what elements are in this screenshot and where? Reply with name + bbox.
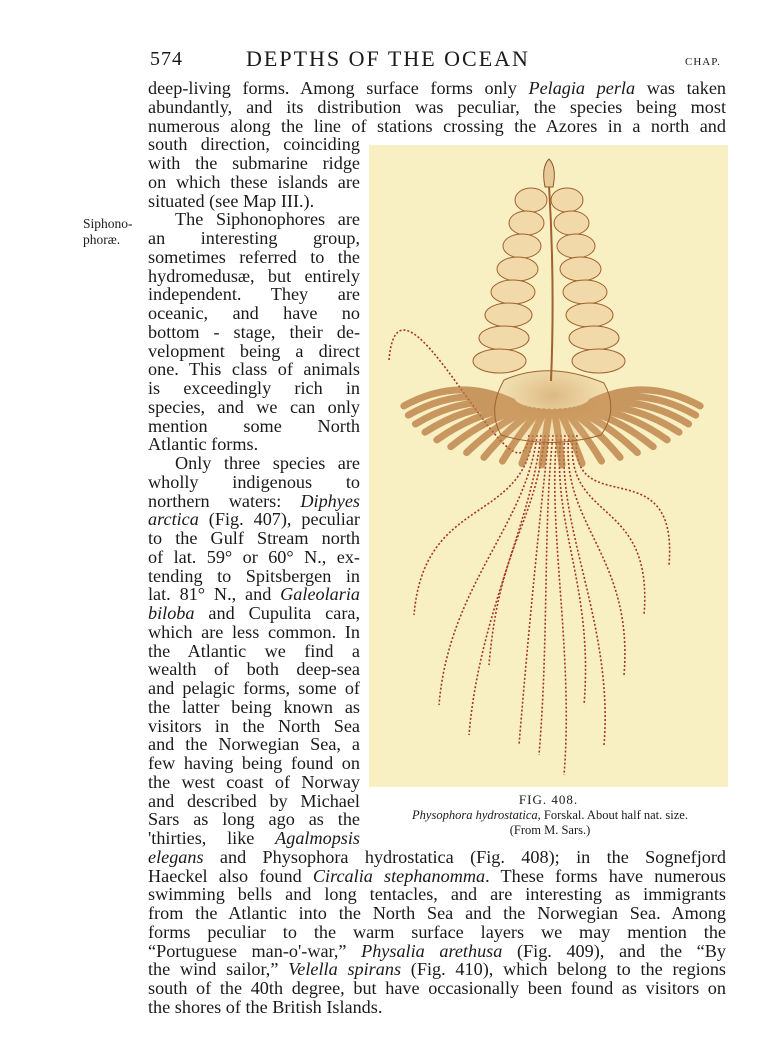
text-line <box>148 809 360 829</box>
figure-caption-species: Physophora hydrostatica <box>412 808 538 822</box>
text-span: and pelagic forms, some of <box>148 678 360 698</box>
text-line <box>148 997 726 1017</box>
swimming-bell <box>479 326 529 350</box>
text-line <box>148 641 360 661</box>
text-span: with the submarine ridge <box>148 153 360 173</box>
text-line <box>148 359 360 379</box>
text-line <box>148 416 360 436</box>
text-span: species, and we can only <box>148 396 360 417</box>
text-line <box>148 97 726 117</box>
text-span: south of the 40th degree, but have occasionally been found as visitors on <box>148 978 726 998</box>
text-span: wealth of both deep-sea <box>148 659 360 680</box>
figure-label: FIG. 408. <box>518 792 579 807</box>
margin-note-line: Siphono- <box>83 216 133 231</box>
text-span: to the Gulf Stream north <box>148 528 360 548</box>
page-number: 574 <box>150 48 183 70</box>
swimming-bell <box>569 326 619 350</box>
text-line <box>148 284 360 304</box>
swimming-bell <box>515 188 547 212</box>
swimming-bell <box>557 234 595 258</box>
text-span: and Physophora hydrostatica (Fig. 408); in the Sognefjord <box>203 846 726 867</box>
text-line <box>148 603 360 623</box>
figure-caption <box>375 808 725 838</box>
text-line <box>148 866 726 886</box>
text-line <box>148 303 360 323</box>
text-line <box>148 716 360 736</box>
swimming-bell <box>551 188 583 212</box>
text-line <box>148 772 360 792</box>
text-span: lat. 81° N., and <box>148 584 281 605</box>
text-line <box>148 322 360 342</box>
text-line <box>148 266 360 286</box>
italic-span: arctica <box>148 509 199 530</box>
text-line <box>148 434 360 454</box>
italic-span: elegans <box>148 846 204 867</box>
text-line <box>148 678 360 698</box>
text-line <box>148 903 726 923</box>
swimming-bell <box>473 349 526 373</box>
figure-caption-line <box>375 808 725 823</box>
text-line <box>148 247 360 267</box>
tentacle <box>568 435 625 675</box>
text-line <box>148 566 360 586</box>
text-line <box>148 134 360 154</box>
italic-span: Diphyes <box>300 490 360 511</box>
text-line <box>148 828 360 848</box>
italic-span: Velella spirans <box>288 959 402 980</box>
text-span: Atlantic forms. <box>148 434 259 455</box>
italic-span: Physalia arethusa <box>361 940 503 961</box>
text-span: the Atlantic we find a <box>148 640 360 661</box>
tentacle <box>555 435 567 775</box>
swimming-bell <box>554 211 589 235</box>
text-span: hydromedusæ, but entirely <box>148 265 360 286</box>
swimming-bell <box>560 257 601 281</box>
running-title: DEPTHS OF THE OCEAN <box>246 46 530 71</box>
text-line <box>148 547 360 567</box>
text-span: tending to Spitsbergen in <box>148 565 360 586</box>
text-span: (Fig. 407), peculiar <box>198 509 360 530</box>
text-span: visitors in the North Sea <box>148 715 360 736</box>
text-span: 'thirties, like <box>148 828 276 848</box>
text-span: wholly indigenous to <box>148 471 360 492</box>
text-span: one. This class of animals <box>148 359 360 380</box>
text-span: (Fig. 410), which belong to the regions <box>401 959 726 980</box>
swimming-bell <box>566 303 613 327</box>
text-span: sometimes referred to the <box>148 246 360 267</box>
text-line <box>148 453 360 473</box>
text-span: was taken <box>635 78 727 98</box>
text-line <box>148 941 726 961</box>
text-span: abundantly, and its distribution was peculiar, the species being most <box>148 96 726 117</box>
text-line <box>148 753 360 773</box>
margin-note-line: phoræ. <box>83 232 121 247</box>
italic-span: biloba <box>148 603 195 623</box>
text-span: and described by Michael <box>148 790 360 811</box>
text-span: and the Norwegian Sea, a <box>148 734 360 755</box>
swimming-bell <box>485 303 532 327</box>
text-line <box>148 509 360 529</box>
siphosome <box>495 371 611 443</box>
text-span: deep-living forms. Among surface forms only <box>148 78 529 98</box>
text-span: northern waters: <box>148 490 301 511</box>
text-span: “Portuguese man-o'-war,” <box>148 940 362 961</box>
text-line <box>148 528 360 548</box>
text-span: Only three species are <box>175 453 360 473</box>
italic-span: Pelagia perla <box>528 78 636 98</box>
pneumatophore <box>544 159 555 187</box>
swimming-bell <box>563 280 607 304</box>
figure-caption-text: , Forskal. About half nat. size. <box>537 808 688 822</box>
text-span: mention some North <box>148 415 360 436</box>
text-span: the latter being known as <box>148 696 360 717</box>
tentacle <box>414 435 533 615</box>
text-span: on which these islands are <box>148 171 360 192</box>
text-span: situated (see Map III.). <box>148 190 315 211</box>
swimming-bell <box>497 257 538 281</box>
text-span: of lat. 59° or 60° N., ex- <box>148 546 360 567</box>
text-line <box>148 697 360 717</box>
swimming-bell <box>572 349 625 373</box>
text-line <box>148 847 726 867</box>
swimming-bell <box>509 211 544 235</box>
text-line <box>148 622 360 642</box>
text-span: . These forms have numerous <box>485 865 726 886</box>
text-line <box>148 191 360 211</box>
text-span: south direction, coinciding <box>148 134 360 155</box>
text-span: is exceedingly rich in <box>148 378 360 398</box>
text-span: the shores of the British Islands. <box>148 996 383 1017</box>
text-line <box>148 341 360 361</box>
text-line <box>148 884 726 904</box>
text-span: Sars as long ago as the <box>148 809 360 830</box>
text-span: an interesting group, <box>148 228 360 248</box>
tentacle <box>519 435 549 745</box>
text-line <box>148 153 360 173</box>
text-line <box>148 472 360 492</box>
text-line <box>148 397 360 417</box>
text-span: the wind sailor,” <box>148 959 289 980</box>
text-span: swimming bells and long tentacles, and are interesting as immigrants <box>148 884 726 905</box>
text-line <box>148 659 360 679</box>
physophora-illustration <box>369 145 728 787</box>
chapter-abbreviation: CHAP. <box>685 56 721 68</box>
swimming-bell <box>503 234 541 258</box>
text-line <box>148 172 360 192</box>
swimming-bell <box>491 280 535 304</box>
text-span: velopment being a direct <box>148 340 360 361</box>
text-line <box>148 228 360 248</box>
text-line <box>148 378 360 398</box>
figure-plate <box>369 145 728 787</box>
italic-span: Circalia stephanomma <box>312 865 486 886</box>
text-span: The Siphonophores are <box>175 209 360 230</box>
text-span: which are less common. In <box>148 621 360 642</box>
text-line <box>148 78 726 98</box>
text-span: numerous along the line of stations crossing the Azores in a north and <box>148 115 726 136</box>
text-line <box>148 978 726 998</box>
text-span: forms peculiar to the warm surface layers we may mention the <box>148 921 726 942</box>
margin-note <box>83 216 133 248</box>
text-span: independent. They are <box>148 284 360 305</box>
tentacle <box>489 435 545 665</box>
tentacle <box>469 435 541 735</box>
text-span: the west coast of Norway <box>148 771 360 792</box>
text-span: from the Atlantic into the North Sea and the Norwegian Sea. Among <box>148 903 726 923</box>
tentacle <box>539 435 553 755</box>
text-line <box>148 584 360 604</box>
figure-caption-source: (From M. Sars.) <box>509 823 591 837</box>
text-span: bottom - stage, their de- <box>148 321 360 342</box>
text-line <box>148 922 726 942</box>
nectosome-stem <box>549 185 553 381</box>
text-span: (Fig. 409), and the “By <box>502 940 726 961</box>
text-line <box>148 491 360 511</box>
text-span: and Cupulita cara, <box>194 603 360 623</box>
text-span: Haeckel also found <box>148 865 313 886</box>
text-line <box>148 791 360 811</box>
tentacle <box>576 435 669 565</box>
text-line <box>148 209 360 229</box>
text-line <box>148 959 726 979</box>
text-line <box>148 734 360 754</box>
text-span: oceanic, and have no <box>148 303 360 323</box>
tentacle <box>439 435 537 705</box>
text-span: few having being found on <box>148 753 360 773</box>
italic-span: Galeolaria <box>280 584 360 605</box>
text-line <box>148 116 726 136</box>
italic-span: Agalmopsis <box>275 828 360 848</box>
